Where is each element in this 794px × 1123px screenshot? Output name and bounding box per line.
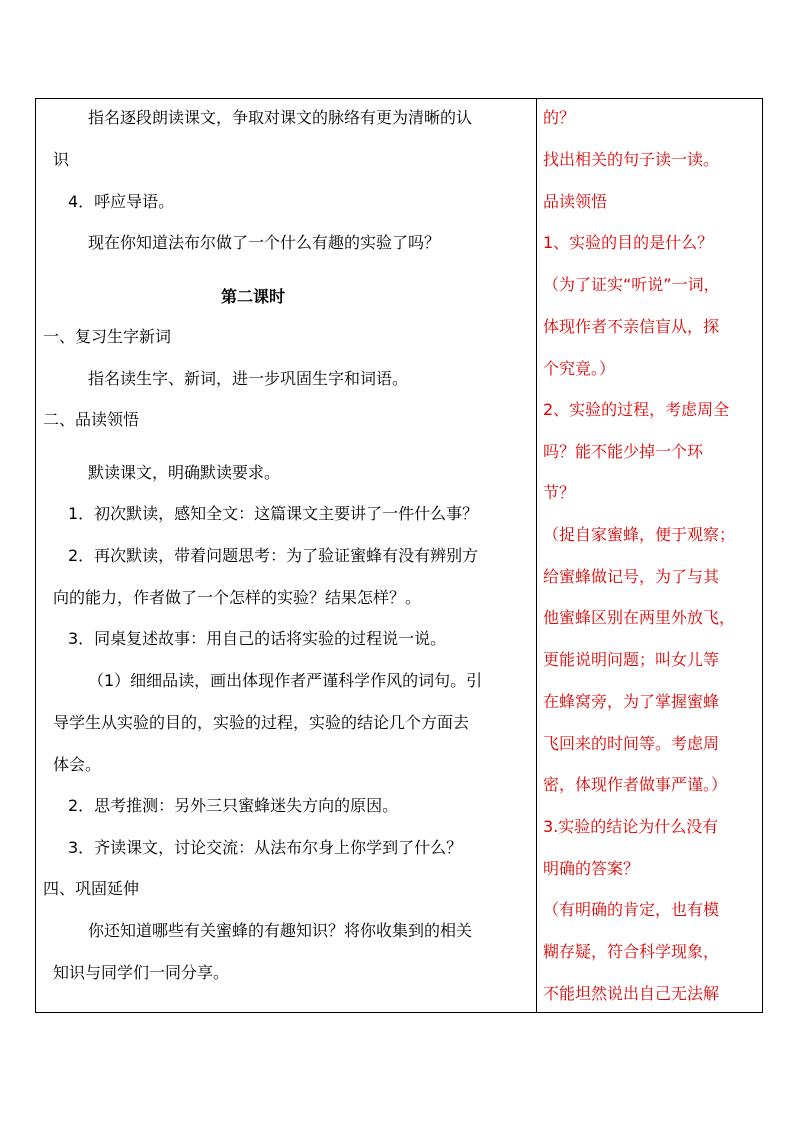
note-line: 密，体现作者做事严谨。）	[543, 775, 728, 794]
note-line: 节？	[543, 483, 576, 502]
note-line: 更能说明问题；叫女儿等	[543, 650, 720, 669]
paragraph-line: 导学生从实验的目的，实验的过程，实验的结论几个方面去	[53, 713, 470, 732]
paragraph-line: 指名逐段朗读课文，争取对课文的脉络有更为清晰的认	[88, 108, 473, 127]
note-line: 飞回来的时间等。考虑周	[543, 734, 720, 753]
step-item: 3．齐读课文，讨论交流：从法布尔身上你学到了什么？	[68, 838, 463, 857]
note-line: （为了证实“听说”一词，	[543, 275, 720, 294]
table-right-border	[762, 99, 763, 1012]
paragraph-line: 体会。	[53, 755, 102, 774]
lesson-title: 第二课时	[221, 287, 286, 306]
step-item: 2．思考推测：另外三只蜜蜂迷失方向的原因。	[68, 796, 399, 815]
note-line: 个究竟。）	[543, 359, 616, 378]
paragraph-line: 向的能力，作者做了一个怎样的实验？结果怎样？。	[53, 588, 422, 607]
section-heading: 一、复习生字新词	[43, 327, 172, 346]
note-line: 3.实验的结论为什么没有	[543, 817, 719, 836]
note-line: 糊存疑，符合科学现象，	[543, 942, 720, 961]
paragraph-line: 指名读生字、新词，进一步巩固生字和词语。	[88, 369, 409, 388]
note-line: 的？	[543, 108, 576, 127]
section-heading: 二、品读领悟	[43, 410, 140, 429]
paragraph-line: 你还知道哪些有关蜜蜂的有趣知识？将你收集到的相关	[88, 921, 473, 940]
step-item: 3．同桌复述故事：用自己的话将实验的过程说一说。	[68, 629, 447, 648]
paragraph-line: 现在你知道法布尔做了一个什么有趣的实验了吗？	[88, 233, 441, 252]
note-line: 找出相关的句子读一读。	[543, 150, 720, 169]
table-left-border	[35, 99, 36, 1012]
lesson-plan-table	[35, 98, 763, 1013]
note-line: 2、实验的过程，考虑周全	[543, 400, 730, 419]
paragraph-line: 识	[53, 150, 70, 169]
step-item: 1．初次默读，感知全文：这篇课文主要讲了一件什么事？	[68, 504, 479, 523]
note-line: 1、实验的目的是什么？	[543, 233, 714, 252]
note-line: （捉自家蜜蜂，便于观察；	[543, 525, 736, 544]
paragraph-line: （1）细细品读，画出体现作者严谨科学作风的词句。引	[88, 671, 483, 690]
step-item: 4．呼应导语。	[68, 192, 175, 211]
note-line: 不能坦然说出自己无法解	[543, 984, 720, 1003]
note-line: 品读领悟	[543, 192, 608, 211]
column-divider	[536, 99, 537, 1012]
paragraph-line: 知识与同学们一同分享。	[53, 963, 230, 982]
step-item: 2．再次默读，带着问题思考：为了验证蜜蜂有没有辨别方	[68, 546, 479, 565]
note-line: 他蜜蜂区别在两里外放飞，	[543, 608, 736, 627]
section-heading: 四、巩固延伸	[43, 879, 140, 898]
note-line: 体现作者不亲信盲从，探	[543, 317, 720, 336]
note-line: 在蜂窝旁，为了掌握蜜蜂	[543, 692, 720, 711]
note-line: 吗？能不能少掉一个环	[543, 442, 704, 461]
note-line: 给蜜蜂做记号，为了与其	[543, 567, 720, 586]
note-line: （有明确的肯定，也有模	[543, 900, 720, 919]
paragraph-line: 默读课文，明确默读要求。	[88, 463, 281, 482]
note-line: 明确的答案？	[543, 859, 640, 878]
